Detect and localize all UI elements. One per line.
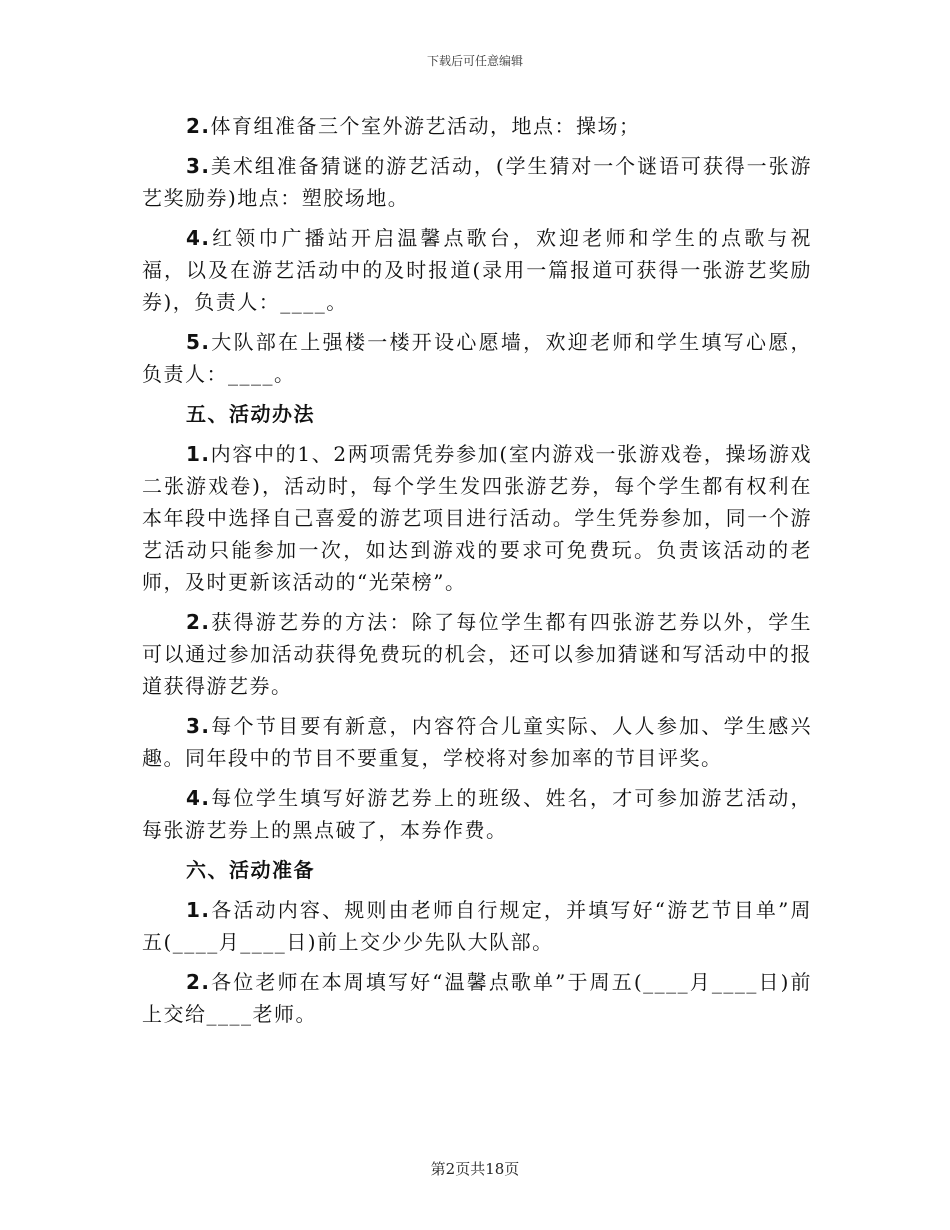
item-number: 1. — [186, 898, 211, 922]
list-item — [142, 438, 812, 598]
item-number: 4. — [186, 226, 211, 250]
item-text: 体育组准备三个室外游艺活动，地点：操场； — [210, 114, 641, 138]
item-text: 每位学生填写好游艺券上的班级、姓名，才可参加游艺活动，每张游艺券上的黑点破了，本券作费。 — [142, 786, 812, 842]
list-item — [142, 710, 812, 774]
item-text: 红领巾广播站开启温馨点歌台，欢迎老师和学生的点歌与祝福，以及在游艺活动中的及时报道(录用一篇报道可获得一张游艺奖励券)，负责人：____。 — [142, 226, 812, 314]
list-item — [142, 110, 812, 142]
item-number: 3. — [186, 714, 211, 738]
item-number: 2. — [186, 610, 211, 634]
item-text: 每个节目要有新意，内容符合儿童实际、人人参加、学生感兴趣。同年段中的节目不要重复，学校将对参加率的节目评奖。 — [142, 714, 812, 770]
list-item — [142, 894, 812, 958]
list-item — [142, 222, 812, 318]
item-number: 2. — [186, 114, 211, 138]
item-number: 2. — [186, 970, 211, 994]
page-footer: 第2页共18页 — [430, 1160, 520, 1178]
item-number: 4. — [186, 786, 211, 810]
section-heading: 六、活动准备 — [186, 858, 315, 882]
item-number: 3. — [186, 154, 211, 178]
page-header: 下载后可任意编辑 — [426, 54, 523, 68]
list-item — [142, 606, 812, 702]
list-item — [142, 150, 812, 214]
item-text: 美术组准备猜谜的游艺活动，(学生猜对一个谜语可获得一张游艺奖励券)地点：塑胶场地。 — [142, 154, 812, 210]
list-item — [142, 782, 812, 846]
item-text: 内容中的1、2两项需凭券参加(室内游戏一张游戏卷，操场游戏二张游戏卷)，活动时，每个学生发四张游艺券，每个学生都有权利在本年段中选择自己喜爱的游艺项目进行活动。学生凭券参加，同一个游艺活动只能参加一次，如达到游戏的要求可免费玩。负责该活动的老师，及时更新该活动的“光荣榜”。 — [142, 442, 812, 594]
item-text: 各位老师在本周填写好“温馨点歌单”于周五(____月____日)前上交给____老师。 — [142, 970, 812, 1026]
item-number: 1. — [186, 442, 211, 466]
list-item — [142, 326, 812, 390]
document-body — [142, 110, 812, 1038]
list-item — [142, 966, 812, 1030]
item-text: 获得游艺券的方法：除了每位学生都有四张游艺券以外，学生可以通过参加活动获得免费玩的机会，还可以参加猜谜和写活动中的报道获得游艺券。 — [142, 610, 812, 698]
item-text: 各活动内容、规则由老师自行规定，并填写好“游艺节目单”周五(____月____日)前上交少少先队大队部。 — [142, 898, 812, 954]
item-text: 大队部在上强楼一楼开设心愿墙，欢迎老师和学生填写心愿，负责人：____。 — [142, 330, 812, 386]
item-number: 5. — [186, 330, 211, 354]
section-heading: 五、活动办法 — [186, 402, 315, 426]
